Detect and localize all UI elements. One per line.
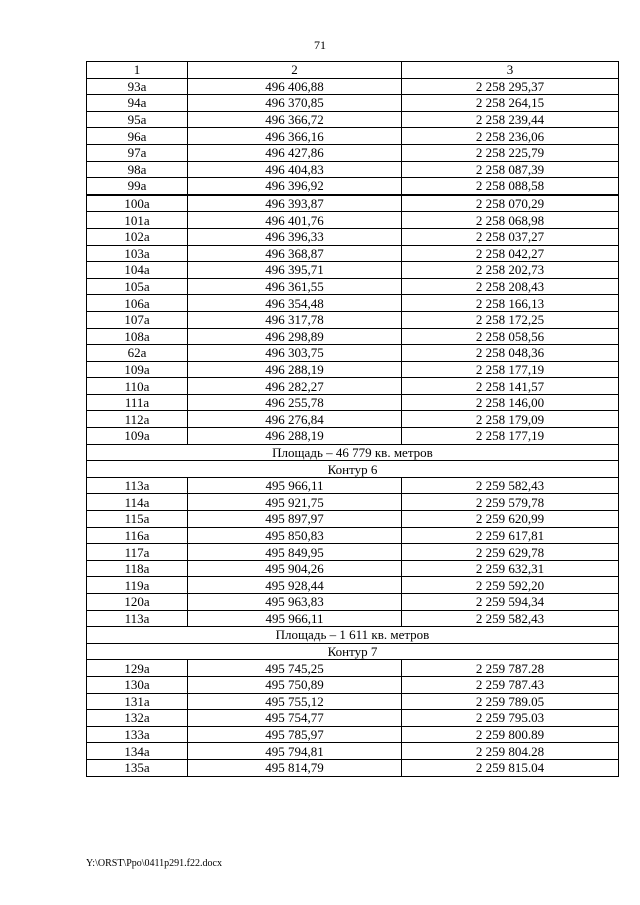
x-coordinate-cell: 496 366,72 bbox=[188, 111, 402, 128]
point-id-cell: 113а bbox=[87, 477, 188, 494]
table-row bbox=[87, 577, 619, 594]
point-id-cell: 101а bbox=[87, 212, 188, 229]
table-row bbox=[87, 477, 619, 494]
x-coordinate-cell: 496 404,83 bbox=[188, 161, 402, 178]
table-row bbox=[87, 228, 619, 245]
x-coordinate-cell: 495 966,11 bbox=[188, 610, 402, 627]
x-coordinate-cell: 496 276,84 bbox=[188, 411, 402, 428]
point-id-cell: 103а bbox=[87, 245, 188, 262]
y-coordinate-cell: 2 259 617,81 bbox=[402, 527, 619, 544]
section-label: Площадь – 1 611 кв. метров bbox=[87, 627, 619, 644]
y-coordinate-cell: 2 259 787.28 bbox=[402, 660, 619, 677]
file-path-footer: Y:\ORST\Ppo\0411p291.f22.docx bbox=[86, 858, 222, 869]
point-id-cell: 99а bbox=[87, 178, 188, 195]
point-id-cell: 109а bbox=[87, 428, 188, 445]
y-coordinate-cell: 2 258 225,79 bbox=[402, 144, 619, 161]
table-row bbox=[87, 361, 619, 378]
y-coordinate-cell: 2 259 629,78 bbox=[402, 544, 619, 561]
y-coordinate-cell: 2 259 592,20 bbox=[402, 577, 619, 594]
x-coordinate-cell: 495 963,83 bbox=[188, 594, 402, 611]
point-id-cell: 118а bbox=[87, 560, 188, 577]
y-coordinate-cell: 2 258 239,44 bbox=[402, 111, 619, 128]
point-id-cell: 94а bbox=[87, 95, 188, 112]
y-coordinate-cell: 2 258 177,19 bbox=[402, 361, 619, 378]
section-label: Площадь – 46 779 кв. метров bbox=[87, 444, 619, 461]
point-id-cell: 113а bbox=[87, 610, 188, 627]
table-row bbox=[87, 212, 619, 229]
point-id-cell: 134а bbox=[87, 743, 188, 760]
table-row bbox=[87, 610, 619, 627]
table-row bbox=[87, 278, 619, 295]
table-row bbox=[87, 262, 619, 279]
x-coordinate-cell: 496 361,55 bbox=[188, 278, 402, 295]
point-id-cell: 100а bbox=[87, 195, 188, 212]
point-id-cell: 109а bbox=[87, 361, 188, 378]
y-coordinate-cell: 2 258 070,29 bbox=[402, 195, 619, 212]
table-row bbox=[87, 328, 619, 345]
y-coordinate-cell: 2 258 058,56 bbox=[402, 328, 619, 345]
x-coordinate-cell: 495 755,12 bbox=[188, 693, 402, 710]
y-coordinate-cell: 2 259 582,43 bbox=[402, 477, 619, 494]
table-body bbox=[87, 78, 619, 776]
y-coordinate-cell: 2 258 166,13 bbox=[402, 295, 619, 312]
x-coordinate-cell: 496 317,78 bbox=[188, 311, 402, 328]
point-id-cell: 105а bbox=[87, 278, 188, 295]
section-row bbox=[87, 643, 619, 660]
x-coordinate-cell: 496 366,16 bbox=[188, 128, 402, 145]
point-id-cell: 130а bbox=[87, 676, 188, 693]
x-coordinate-cell: 496 393,87 bbox=[188, 195, 402, 212]
point-id-cell: 108а bbox=[87, 328, 188, 345]
x-coordinate-cell: 496 354,48 bbox=[188, 295, 402, 312]
y-coordinate-cell: 2 258 236,06 bbox=[402, 128, 619, 145]
table-row bbox=[87, 494, 619, 511]
y-coordinate-cell: 2 258 087,39 bbox=[402, 161, 619, 178]
section-row bbox=[87, 444, 619, 461]
point-id-cell: 119а bbox=[87, 577, 188, 594]
table-row bbox=[87, 245, 619, 262]
y-coordinate-cell: 2 258 264,15 bbox=[402, 95, 619, 112]
table-row bbox=[87, 594, 619, 611]
x-coordinate-cell: 495 849,95 bbox=[188, 544, 402, 561]
y-coordinate-cell: 2 259 804.28 bbox=[402, 743, 619, 760]
y-coordinate-cell: 2 258 295,37 bbox=[402, 78, 619, 95]
x-coordinate-cell: 496 288,19 bbox=[188, 361, 402, 378]
point-id-cell: 102а bbox=[87, 228, 188, 245]
point-id-cell: 120а bbox=[87, 594, 188, 611]
x-coordinate-cell: 496 396,33 bbox=[188, 228, 402, 245]
point-id-cell: 104а bbox=[87, 262, 188, 279]
table-row bbox=[87, 759, 619, 776]
y-coordinate-cell: 2 259 815.04 bbox=[402, 759, 619, 776]
x-coordinate-cell: 495 814,79 bbox=[188, 759, 402, 776]
table-row bbox=[87, 128, 619, 145]
point-id-cell: 131а bbox=[87, 693, 188, 710]
table-row bbox=[87, 311, 619, 328]
x-coordinate-cell: 496 396,92 bbox=[188, 178, 402, 195]
y-coordinate-cell: 2 259 789.05 bbox=[402, 693, 619, 710]
table-row bbox=[87, 710, 619, 727]
point-id-cell: 110а bbox=[87, 378, 188, 395]
table-row bbox=[87, 544, 619, 561]
column-header-x: 2 bbox=[188, 62, 402, 79]
column-header-point: 1 bbox=[87, 62, 188, 79]
table-row bbox=[87, 511, 619, 528]
y-coordinate-cell: 2 258 177,19 bbox=[402, 428, 619, 445]
table-row bbox=[87, 693, 619, 710]
x-coordinate-cell: 496 288,19 bbox=[188, 428, 402, 445]
point-id-cell: 95а bbox=[87, 111, 188, 128]
x-coordinate-cell: 496 255,78 bbox=[188, 394, 402, 411]
x-coordinate-cell: 495 921,75 bbox=[188, 494, 402, 511]
y-coordinate-cell: 2 259 620,99 bbox=[402, 511, 619, 528]
x-coordinate-cell: 496 282,27 bbox=[188, 378, 402, 395]
table-row bbox=[87, 295, 619, 312]
point-id-cell: 96а bbox=[87, 128, 188, 145]
table-row bbox=[87, 111, 619, 128]
point-id-cell: 112а bbox=[87, 411, 188, 428]
table-row bbox=[87, 144, 619, 161]
point-id-cell: 111а bbox=[87, 394, 188, 411]
x-coordinate-cell: 496 406,88 bbox=[188, 78, 402, 95]
point-id-cell: 93а bbox=[87, 78, 188, 95]
point-id-cell: 98а bbox=[87, 161, 188, 178]
table-row bbox=[87, 178, 619, 195]
x-coordinate-cell: 495 850,83 bbox=[188, 527, 402, 544]
table-row bbox=[87, 411, 619, 428]
x-coordinate-cell: 495 928,44 bbox=[188, 577, 402, 594]
section-label: Контур 6 bbox=[87, 461, 619, 478]
y-coordinate-cell: 2 259 579,78 bbox=[402, 494, 619, 511]
y-coordinate-cell: 2 259 787.43 bbox=[402, 676, 619, 693]
x-coordinate-cell: 496 298,89 bbox=[188, 328, 402, 345]
y-coordinate-cell: 2 259 795.03 bbox=[402, 710, 619, 727]
point-id-cell: 115а bbox=[87, 511, 188, 528]
y-coordinate-cell: 2 258 202,73 bbox=[402, 262, 619, 279]
point-id-cell: 135а bbox=[87, 759, 188, 776]
table-row bbox=[87, 428, 619, 445]
x-coordinate-cell: 496 395,71 bbox=[188, 262, 402, 279]
table-row bbox=[87, 394, 619, 411]
table-row bbox=[87, 95, 619, 112]
table-row bbox=[87, 527, 619, 544]
point-id-cell: 132а bbox=[87, 710, 188, 727]
point-id-cell: 133а bbox=[87, 726, 188, 743]
x-coordinate-cell: 495 904,26 bbox=[188, 560, 402, 577]
y-coordinate-cell: 2 258 179,09 bbox=[402, 411, 619, 428]
table-row bbox=[87, 195, 619, 212]
table-row bbox=[87, 345, 619, 362]
point-id-cell: 62а bbox=[87, 345, 188, 362]
y-coordinate-cell: 2 259 632,31 bbox=[402, 560, 619, 577]
page-number: 71 bbox=[314, 38, 326, 52]
x-coordinate-cell: 495 750,89 bbox=[188, 676, 402, 693]
y-coordinate-cell: 2 259 594,34 bbox=[402, 594, 619, 611]
section-row bbox=[87, 461, 619, 478]
table-row bbox=[87, 378, 619, 395]
y-coordinate-cell: 2 259 582,43 bbox=[402, 610, 619, 627]
table-row bbox=[87, 161, 619, 178]
table-row bbox=[87, 660, 619, 677]
y-coordinate-cell: 2 258 048,36 bbox=[402, 345, 619, 362]
x-coordinate-cell: 495 897,97 bbox=[188, 511, 402, 528]
table-row bbox=[87, 743, 619, 760]
point-id-cell: 97а bbox=[87, 144, 188, 161]
section-label: Контур 7 bbox=[87, 643, 619, 660]
y-coordinate-cell: 2 259 800.89 bbox=[402, 726, 619, 743]
y-coordinate-cell: 2 258 042,27 bbox=[402, 245, 619, 262]
y-coordinate-cell: 2 258 208,43 bbox=[402, 278, 619, 295]
x-coordinate-cell: 495 794,81 bbox=[188, 743, 402, 760]
y-coordinate-cell: 2 258 088,58 bbox=[402, 178, 619, 195]
table-row bbox=[87, 560, 619, 577]
y-coordinate-cell: 2 258 172,25 bbox=[402, 311, 619, 328]
table-row bbox=[87, 78, 619, 95]
table-row bbox=[87, 726, 619, 743]
x-coordinate-cell: 495 785,97 bbox=[188, 726, 402, 743]
y-coordinate-cell: 2 258 141,57 bbox=[402, 378, 619, 395]
point-id-cell: 129а bbox=[87, 660, 188, 677]
y-coordinate-cell: 2 258 037,27 bbox=[402, 228, 619, 245]
section-row bbox=[87, 627, 619, 644]
point-id-cell: 117а bbox=[87, 544, 188, 561]
point-id-cell: 106а bbox=[87, 295, 188, 312]
y-coordinate-cell: 2 258 146,00 bbox=[402, 394, 619, 411]
x-coordinate-cell: 496 303,75 bbox=[188, 345, 402, 362]
table-row bbox=[87, 676, 619, 693]
y-coordinate-cell: 2 258 068,98 bbox=[402, 212, 619, 229]
x-coordinate-cell: 496 368,87 bbox=[188, 245, 402, 262]
point-id-cell: 116а bbox=[87, 527, 188, 544]
table-header-row bbox=[87, 62, 619, 79]
point-id-cell: 107а bbox=[87, 311, 188, 328]
x-coordinate-cell: 496 370,85 bbox=[188, 95, 402, 112]
x-coordinate-cell: 496 427,86 bbox=[188, 144, 402, 161]
column-header-y: 3 bbox=[402, 62, 619, 79]
coordinates-table bbox=[86, 61, 619, 777]
x-coordinate-cell: 495 966,11 bbox=[188, 477, 402, 494]
x-coordinate-cell: 495 745,25 bbox=[188, 660, 402, 677]
x-coordinate-cell: 496 401,76 bbox=[188, 212, 402, 229]
x-coordinate-cell: 495 754,77 bbox=[188, 710, 402, 727]
point-id-cell: 114а bbox=[87, 494, 188, 511]
